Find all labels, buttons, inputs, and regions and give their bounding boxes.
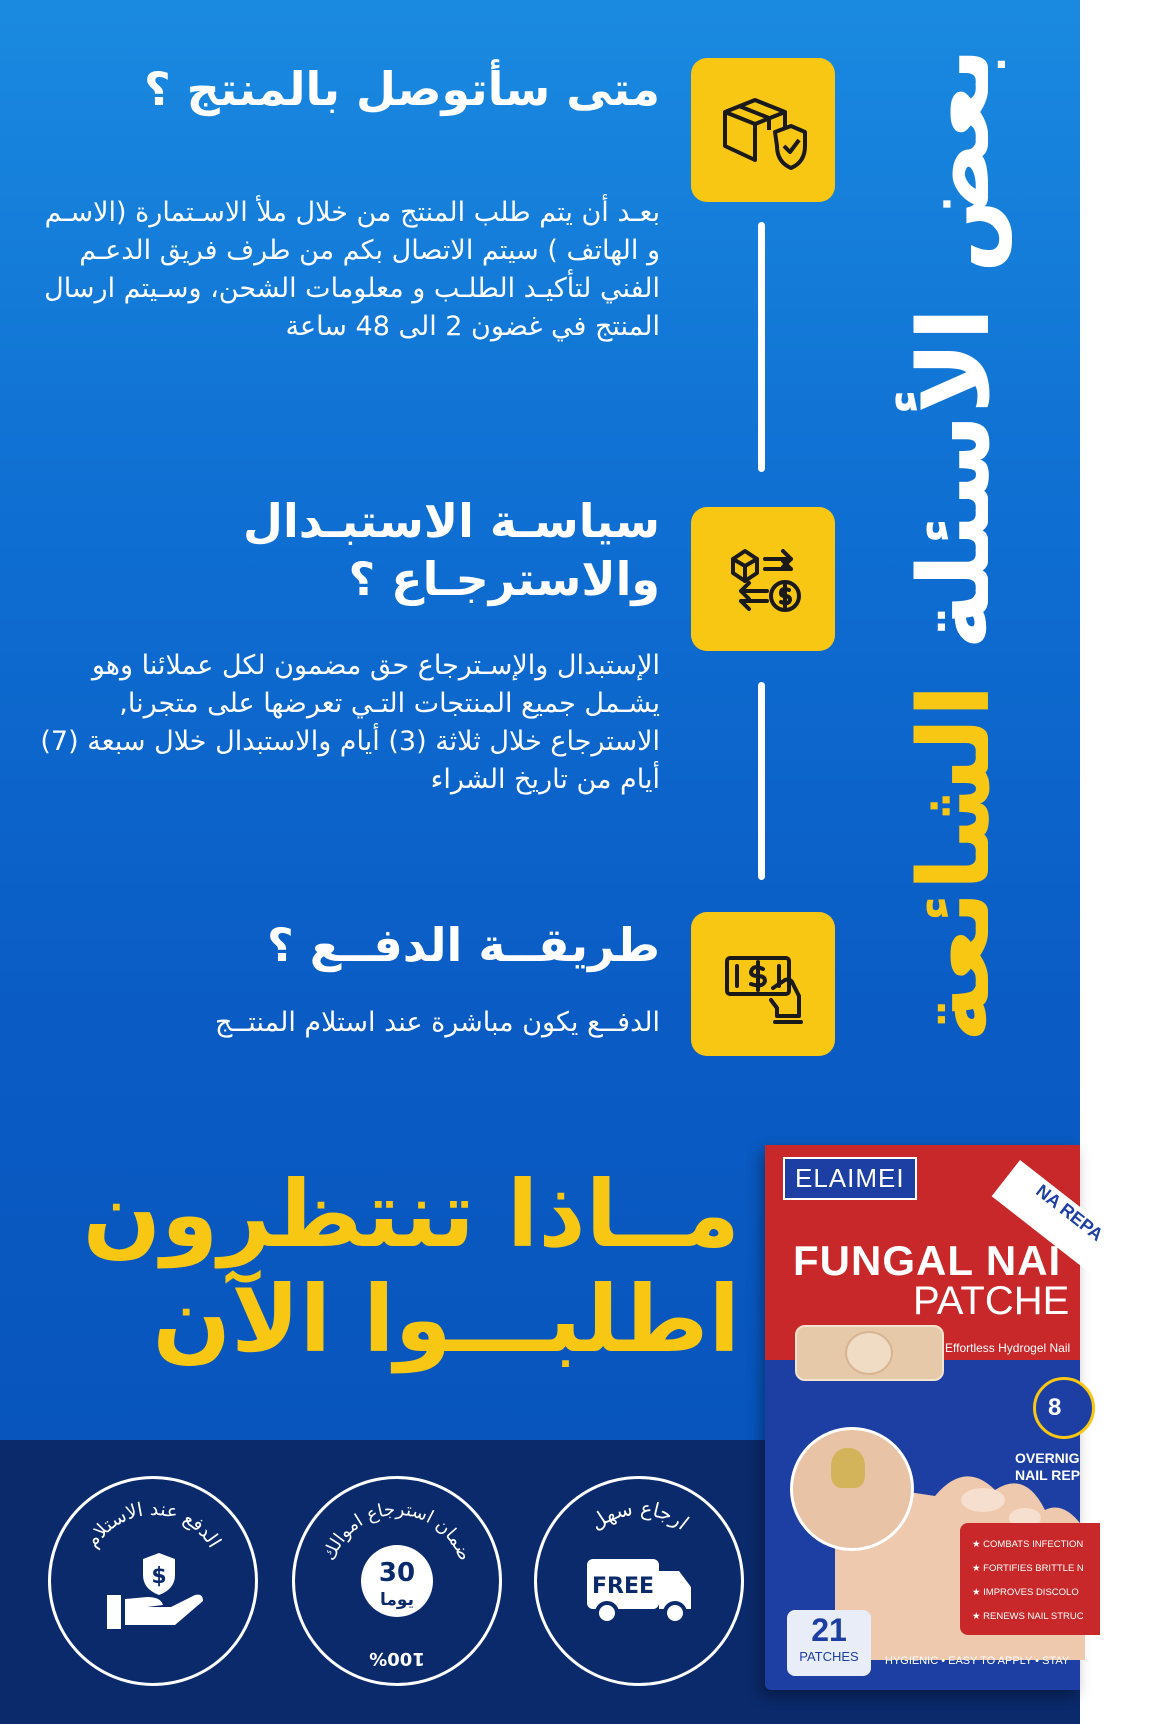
cta-line-1: مــاذا تنتظرون [82,1161,740,1268]
faq-answer: الدفــع يكون مباشرة عند استلام المنتــج [214,1007,660,1038]
badge-easy-return [534,1476,744,1686]
faq-heading [895,45,1015,1045]
features-box: ★ COMBATS INFECTION ★ FORTIFIES BRITTLE N ★ IMPROVES DISCOLO ★ RENEWS NAIL STRUC [960,1523,1100,1635]
faq-question: طريقــة الدفــع ؟ [267,918,660,972]
corner-ribbon: NA REPA [992,1160,1156,1302]
svg-text:$: $ [151,1564,167,1589]
badge-cash-on-delivery [48,1476,258,1686]
badge-free-text: FREE [591,1574,655,1599]
badge-label: ضمان استرجاع اموالك [318,1498,476,1564]
product-title-1: FUNGAL NAI [793,1237,1062,1284]
timer-badge: 8 [1033,1377,1095,1439]
brand-logo: ELAIMEI [783,1157,917,1200]
badge-label: ارجاع سهل [585,1495,694,1535]
faq-heading-white: بعض الأسئلة [898,47,1012,650]
product-package-image [765,1145,1107,1690]
overnight-text: OVERNIG NAIL REP [1015,1450,1081,1483]
patch-count: 21 PATCHES [787,1610,871,1676]
badge-money-back [292,1476,502,1686]
cash-payment-icon [691,912,835,1056]
exchange-icon [691,507,835,651]
hand-dollar-shield-icon [107,1553,203,1629]
badge-label: الدفع عند الاستلام [80,1497,226,1552]
faq-heading-yellow: الشائعة [898,683,1012,1043]
delivery-truck-icon [587,1559,691,1623]
patch-image [795,1325,944,1381]
package-shield-icon [691,58,835,202]
badge-bottom-text: 100% [369,1648,425,1669]
faq-answer: الإستبدال والإسـترجاع حق مضمون لكل عملائنا وهو يشـمل جميع المنتجات التـي تعرضها على متجرنا, الاسترجاع خلال ثلاثة (3) أيام والاستبدال خلال سبعة (7) أيام من تاريخ الشراء [40,650,660,795]
package-bottom-line: HYGIENIC • EASY TO APPLY • STAY [885,1655,1070,1667]
timeline-line [758,222,765,472]
faq-answer: بعـد أن يتم طلب المنتج من خلال ملأ الاسـتمارة (الاسـم و الهاتف ) سيتم الاتصال بكم من طرف فريق الدعـم الفني لتأكيـد الطلـب و معلومات الشحن، وسـيتم ارسال المنتج في غضون 2 الى 48 ساعة [44,197,660,342]
cta-line-2[interactable]: اطلبـــوا الآن [152,1266,740,1373]
faq-question: متى سأتوصل بالمنتج ؟ [143,62,660,116]
product-subtitle: Effortless Hydrogel Nail [945,1341,1071,1355]
timeline-line [758,682,765,880]
nail-closeup [790,1427,914,1551]
badge-number: 30 [378,1558,416,1588]
faq-question: سياسـة الاستبـدال والاسترجـاع ؟ [243,494,660,606]
svg-text:ارجاع سهل [585,1496,693,1535]
svg-text:الدفع عند الاستلام [81,1498,225,1552]
product-title-2: PATCHE [913,1279,1070,1323]
badge-unit: يوما [380,1590,414,1610]
